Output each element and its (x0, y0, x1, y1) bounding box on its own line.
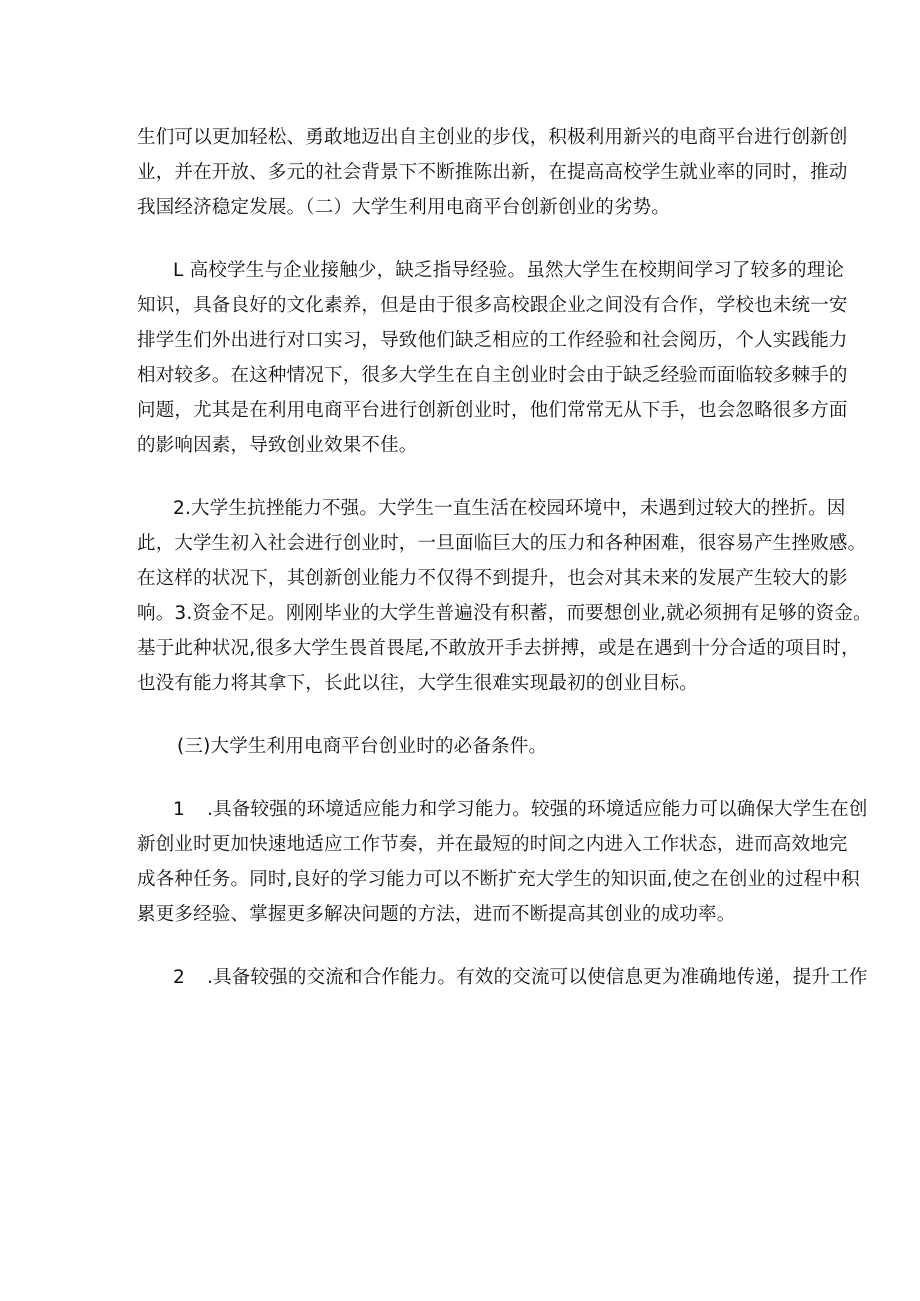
text-line: 业，并在开放、多元的社会背景下不断推陈出新，在提高高校学生就业率的同时，推动 (137, 162, 848, 183)
text-line: 成各种任务。同时,良好的学习能力可以不断扩充大学生的知识面,使之在创业的过程中积 (137, 869, 860, 890)
text-line: (三)大学生利用电商平台创业时的必备条件。 (177, 736, 548, 757)
paragraph-adaptability (137, 792, 868, 932)
list-number: 1 (173, 799, 185, 820)
text-line (137, 792, 868, 827)
text-line: 问题，尤其是在利用电商平台进行创新创业时，他们常常无从下手，也会忽略很多方面 (137, 400, 848, 421)
text-line: 此，大学生初入社会进行创业时，一旦面临巨大的压力和各种困难，很容易产生挫败感。 (137, 533, 867, 554)
paragraph-communication (137, 960, 868, 995)
paragraph-lack-of-experience (137, 253, 848, 463)
text-line: 我国经济稳定发展。（二）大学生利用电商平台创新创业的劣势。 (137, 197, 671, 218)
text-line: 排学生们外出进行对口实习，导致他们缺乏相应的工作经验和社会阅历，个人实践能力 (137, 330, 848, 351)
document-page (137, 120, 872, 995)
text-line: 知识，具备良好的文化素养，但是由于很多高校跟企业之间没有合作，学校也未统一安 (137, 295, 848, 316)
text-line: L 高校学生与企业接触少，缺乏指导经验。虽然大学生在校期间学习了较多的理论 (173, 260, 845, 281)
text-line: 2.大学生抗挫能力不强。大学生一直生活在校园环境中，未遇到过较大的挫折。因 (173, 498, 846, 519)
text-line-content: .具备较强的环境适应能力和学习能力。较强的环境适应能力可以确保大学生在创 (206, 799, 868, 820)
paragraph-advantages-conclusion (137, 120, 848, 225)
text-line: 相对较多。在这种情况下，很多大学生在自主创业时会由于缺乏经验而面临较多棘手的 (137, 365, 848, 386)
text-line: 新创业时更加快速地适应工作节奏，并在最短的时间之内进入工作状态，进而高效地完 (137, 834, 848, 855)
text-line: 生们可以更加轻松、勇敢地迈出自主创业的步伐，积极利用新兴的电商平台进行创新创 (137, 127, 848, 148)
text-line (137, 960, 868, 995)
list-number: 2 (173, 967, 185, 988)
text-line-content: .具备较强的交流和合作能力。有效的交流可以使信息更为准确地传递，提升工作 (206, 967, 868, 988)
text-line: 的影响因素，导致创业效果不佳。 (137, 435, 418, 456)
text-line: 响。3.资金不足。刚刚毕业的大学生普遍没有积蓄，而要想创业,就必须拥有足够的资金。 (137, 603, 872, 624)
text-line: 累更多经验、掌握更多解决问题的方法，进而不断提高其创业的成功率。 (137, 904, 736, 925)
text-line: 在这样的状况下，其创新创业能力不仅得不到提升，也会对其未来的发展产生较大的影 (137, 568, 848, 589)
paragraph-resilience-and-funds (137, 491, 872, 701)
text-line: 也没有能力将其拿下，长此以往，大学生很难实现最初的创业目标。 (137, 673, 699, 694)
text-line: 基于此种状况,很多大学生畏首畏尾,不敢放开手去拼搏，或是在遇到十分合适的项目时， (137, 638, 860, 659)
section-heading-requirements (137, 729, 809, 764)
